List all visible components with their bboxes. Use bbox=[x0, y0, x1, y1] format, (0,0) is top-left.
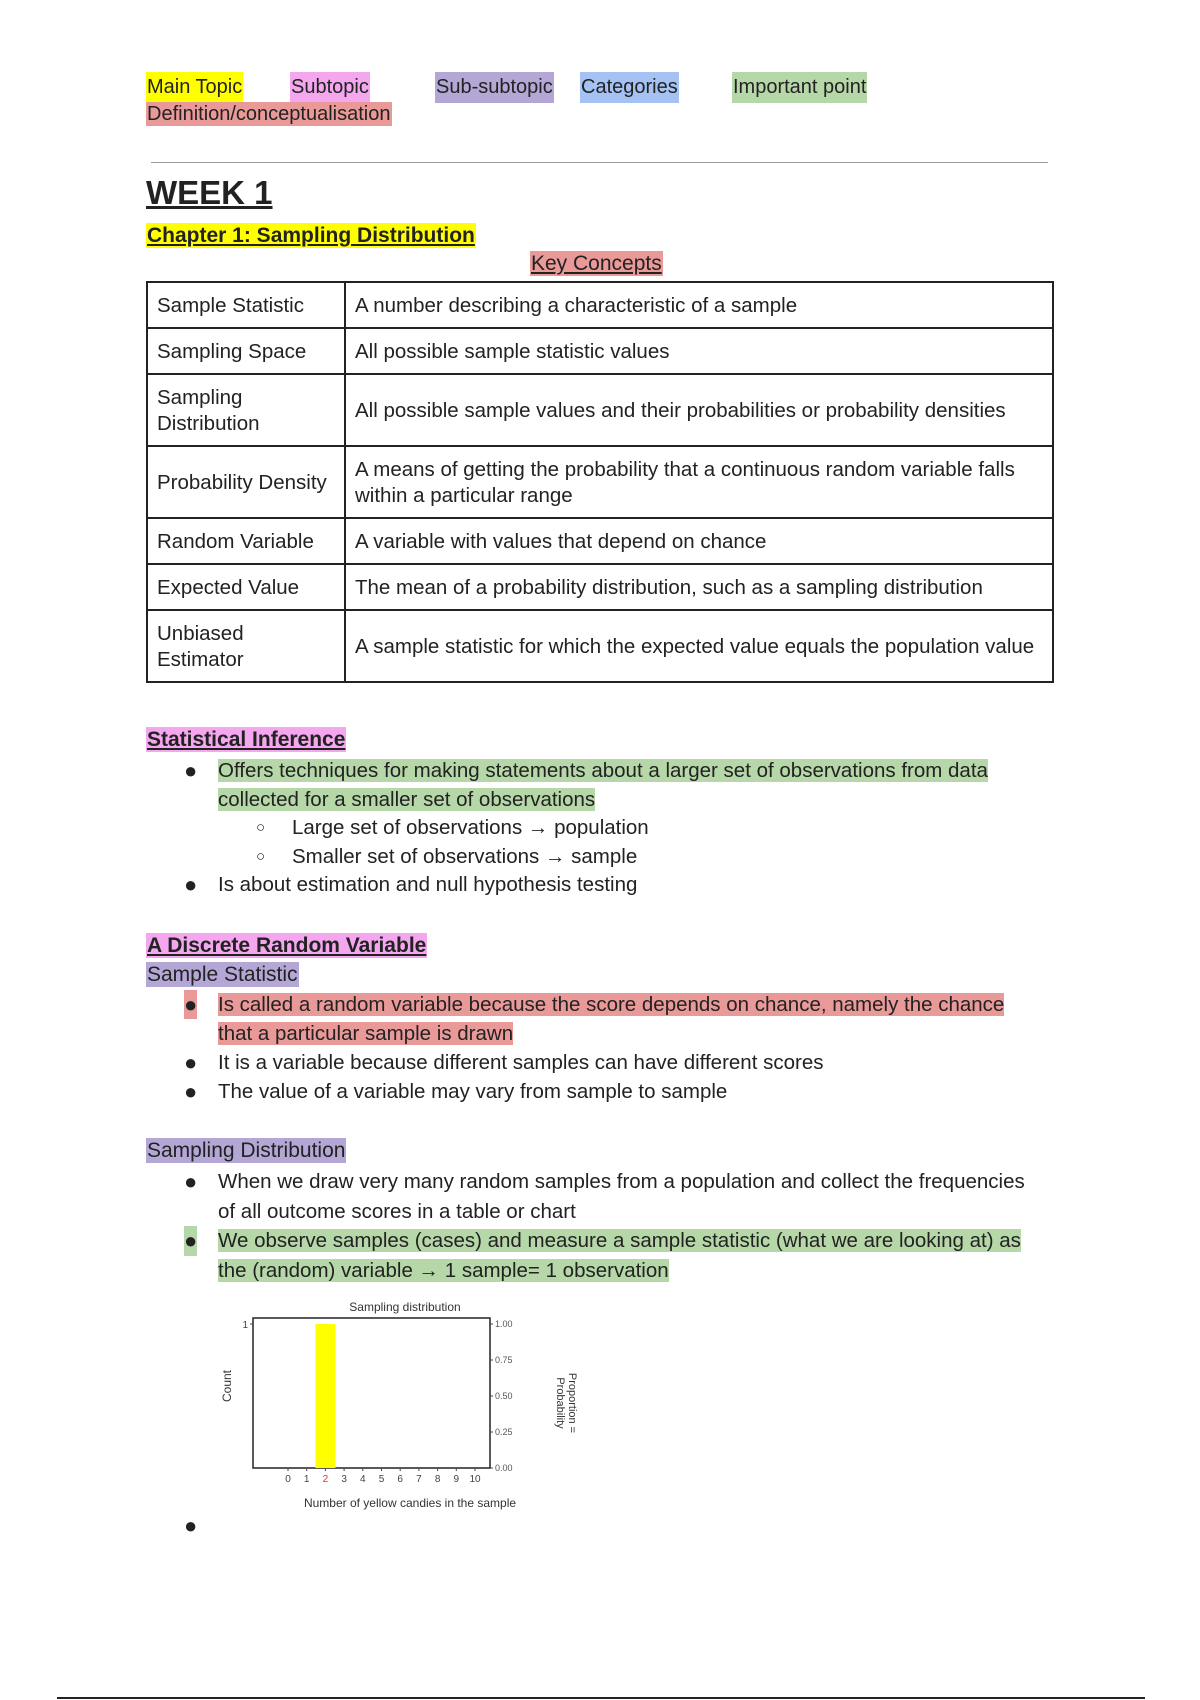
chapter-heading bbox=[146, 224, 476, 248]
bullet-icon: ● bbox=[184, 1050, 198, 1075]
discrete-variable-list bbox=[146, 990, 1006, 1106]
term-cell: Unbiased Estimator bbox=[147, 610, 345, 682]
table-row bbox=[147, 446, 1053, 518]
term-cell: Sample Statistic bbox=[147, 282, 345, 328]
table-row bbox=[147, 328, 1053, 374]
definition-cell: A number describing a characteristic of a sample bbox=[345, 282, 1053, 328]
horizontal-divider bbox=[151, 162, 1048, 163]
item-text: Is about estimation and null hypothesis testing bbox=[218, 873, 638, 896]
chart-y-right-tick-label: 0.00 bbox=[495, 1463, 513, 1473]
sampling-distribution-heading bbox=[146, 1139, 346, 1163]
circle-bullet-icon: ○ bbox=[256, 819, 266, 836]
key-concepts-label: Key Concepts bbox=[531, 252, 662, 275]
sample-statistic-heading bbox=[146, 963, 299, 987]
chart-plot-area bbox=[253, 1318, 490, 1468]
legend-main-topic: Main Topic bbox=[146, 72, 243, 103]
circle-bullet-icon: ○ bbox=[256, 847, 266, 865]
page-bottom-border bbox=[57, 1697, 1145, 1699]
bullet-icon: ● bbox=[184, 872, 198, 897]
chart-x-tick-label: 4 bbox=[360, 1474, 366, 1485]
sub-item-text: Smaller set of observations → sample bbox=[292, 844, 638, 868]
term-cell: Random Variable bbox=[147, 518, 345, 564]
term-cell: Probability Density bbox=[147, 446, 345, 518]
important-text: We observe samples (cases) and measure a sample statistic (what we are looking at) as the (random) variable → 1 sample= 1 observation bbox=[218, 1229, 1021, 1282]
chart-y-right-tick-label: 0.25 bbox=[495, 1427, 513, 1437]
chart-x-tick-label: 3 bbox=[341, 1474, 347, 1485]
term-cell: Sampling Distribution bbox=[147, 374, 345, 446]
sub-list-item bbox=[146, 814, 1066, 843]
chart-title: Sampling distribution bbox=[349, 1300, 461, 1314]
bullet-icon: ● bbox=[184, 1079, 198, 1104]
chapter-title: Chapter 1: Sampling Distribution bbox=[147, 224, 475, 247]
definition-cell: A variable with values that depend on chance bbox=[345, 518, 1053, 564]
definition-cell: The mean of a probability distribution, such as a sampling distribution bbox=[345, 564, 1053, 610]
definition-cell: A means of getting the probability that a continuous random variable falls within a particular range bbox=[345, 446, 1053, 518]
chart-y-right-tick-label: 1.00 bbox=[495, 1319, 513, 1329]
definition-text: Is called a random variable because the score depends on chance, namely the chance that a particular sample is drawn bbox=[218, 993, 1005, 1045]
chart-x-tick-label: 2 bbox=[322, 1474, 329, 1485]
list-item bbox=[146, 1077, 1006, 1106]
bullet-icon: ● bbox=[184, 992, 198, 1017]
term-cell: Expected Value bbox=[147, 564, 345, 610]
definition-cell: All possible sample statistic values bbox=[345, 328, 1053, 374]
important-text: Offers techniques for making statements about a larger set of observations from data collected for a smaller set of observations bbox=[218, 759, 988, 811]
item-text: When we draw very many random samples from a population and collect the frequencies of all outcome scores in a table or chart bbox=[218, 1170, 1025, 1223]
chart-y-label-text: Count bbox=[220, 1369, 234, 1402]
item-text: It is a variable because different samples can have different scores bbox=[218, 1051, 824, 1074]
empty-bullet-icon: ● bbox=[184, 1513, 198, 1538]
discrete-variable-heading bbox=[146, 934, 427, 958]
chart-x-tick-label: 5 bbox=[378, 1474, 385, 1485]
list-item bbox=[146, 871, 1066, 900]
chart-y-right-label: Proportion = Probability bbox=[554, 1372, 578, 1434]
bullet-icon: ● bbox=[184, 1169, 198, 1194]
chart-x-label: Number of yellow candies in the sample bbox=[303, 1496, 517, 1510]
chart-y-tick-label: 1 bbox=[242, 1320, 248, 1331]
chart-x-tick-label: 1 bbox=[303, 1474, 310, 1485]
table-row bbox=[147, 564, 1053, 610]
bullet-icon: ● bbox=[184, 758, 198, 783]
table-row bbox=[147, 518, 1053, 564]
legend-definition: Definition/conceptualisation bbox=[147, 103, 391, 125]
statistical-inference-heading bbox=[146, 728, 346, 752]
list-item bbox=[146, 990, 1006, 1048]
chart-x-tick-label: 0 bbox=[285, 1474, 291, 1485]
statistical-inference-title: Statistical Inference bbox=[147, 728, 346, 751]
chart-bar bbox=[315, 1324, 335, 1468]
week-heading: WEEK 1 bbox=[146, 174, 273, 211]
sub-list-item bbox=[146, 843, 1066, 872]
item-text: The value of a variable may vary from sample to sample bbox=[218, 1080, 728, 1103]
chart-plot bbox=[210, 1296, 600, 1516]
chart-y-right-tick-label: 0.50 bbox=[495, 1391, 513, 1401]
chart-x-tick-label: 7 bbox=[416, 1474, 422, 1485]
chart-y-right-tick-label: 0.75 bbox=[495, 1355, 513, 1365]
list-item bbox=[146, 1226, 1046, 1285]
definition-cell: All possible sample values and their probabilities or probability densities bbox=[345, 374, 1053, 446]
sample-statistic-title: Sample Statistic bbox=[147, 963, 298, 986]
list-item bbox=[146, 757, 1066, 871]
legend-important-point: Important point bbox=[732, 72, 867, 103]
table-row bbox=[147, 374, 1053, 446]
definition-cell: A sample statistic for which the expected value equals the population value bbox=[345, 610, 1053, 682]
discrete-variable-title: A Discrete Random Variable bbox=[147, 934, 427, 957]
sampling-distribution-title: Sampling Distribution bbox=[147, 1139, 346, 1162]
chart-x-tick-label: 9 bbox=[453, 1474, 460, 1485]
bullet-icon: ● bbox=[184, 1226, 197, 1256]
list-item bbox=[146, 1048, 1006, 1077]
sampling-distribution-chart bbox=[210, 1296, 600, 1516]
key-concepts-title bbox=[530, 252, 663, 276]
sub-list bbox=[146, 814, 1066, 871]
table-row bbox=[147, 282, 1053, 328]
legend-sub-subtopic: Sub-subtopic bbox=[435, 72, 554, 103]
statistical-inference-list bbox=[146, 757, 1066, 900]
chart-x-tick-label: 8 bbox=[434, 1474, 441, 1485]
sampling-distribution-list bbox=[146, 1167, 1046, 1285]
chart-x-tick-label: 10 bbox=[469, 1474, 481, 1485]
sub-item-text: Large set of observations → population bbox=[292, 816, 649, 839]
legend-categories: Categories bbox=[580, 72, 679, 103]
term-cell: Sampling Space bbox=[147, 328, 345, 374]
key-concepts-table bbox=[146, 281, 1054, 683]
table-row bbox=[147, 610, 1053, 682]
list-item bbox=[146, 1167, 1046, 1226]
legend-subtopic: Subtopic bbox=[290, 72, 370, 103]
chart-x-tick-label: 6 bbox=[397, 1474, 403, 1485]
